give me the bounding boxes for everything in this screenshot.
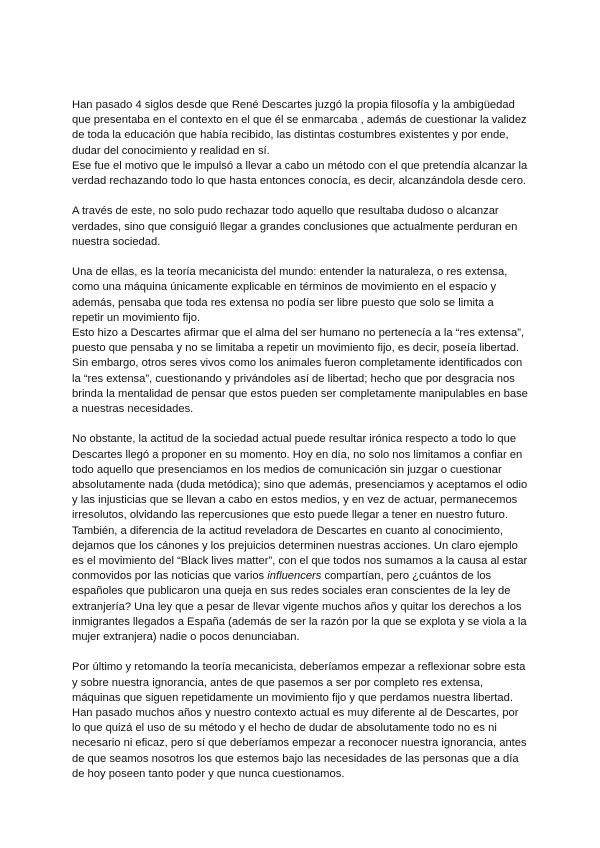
paragraph-1b: Ese fue el motivo que le impulsó a llevar a cabo un método con el que pretendía alcanzar la verdad rechazando todo lo que hasta entonces conocía, es decir, alcanzándola desde cero.	[72, 159, 528, 188]
paragraph-4b-text-start: También, a diferencia de la actitud reveladora de Descartes en cuanto al conocimiento, dejamos que los cánones y los prejuicios determinen nuestras acciones. Un claro ejemplo es el movimiento del “Black lives matter”, con el que todos nos sumamos a la causa al estar conmovidos por las noticias que varios	[72, 524, 528, 583]
paragraph-5b: Han pasado muchos años y nuestro contexto actual es muy diferente al de Descartes, por lo que quizá el uso de su método y el hecho de dudar de absolutamente todo no es ni necesario ni eficaz, pero sí que deberíamos empezar a reconocer nuestra ignorancia, antes de que seamos nosotros los que estemos bajo las necesidades de las personas que a día de hoy poseen tanto poder y que nunca cuestionamos.	[72, 707, 527, 780]
paragraph-4b	[72, 524, 528, 646]
paragraph-5a: Por último y retomando la teoría mecanicista, deberíamos empezar a reflexionar sobre esta y sobre nuestra ignorancia, antes de que pasemos a ser por completo res extensa, máquinas que siguen repetidamente un movimiento fijo y que perdamos nuestra libertad.	[72, 661, 526, 704]
document-body	[72, 98, 528, 797]
paragraph-3b: Esto hizo a Descartes afirmar que el alma del ser humano no pertenecía a la “res extensa”, puesto que pensaba y no se limitaba a repetir un movimiento fijo, es decir, poseía libertad. Sin embargo, otros seres vivos como los animales fueron completamente identificados con la “res extensa”, cuestionando y privándoles así de libertad; hecho que por desgracia nos brinda la mentalidad de pensar que estos pueden ser completamente manipulables en base a nuestras necesidades.	[72, 327, 528, 416]
paragraph-4a: No obstante, la actitud de la sociedad actual puede resultar irónica respecto a todo lo que Descartes llegó a proponer en su momento. Hoy en día, no solo nos limitamos a confiar en todo aquello que presenciamos en los medios de comunicación sin juzgar o cuestionar absolutamente nada (duda metódica); sino que además, presenciamos y aceptamos el odio y las injusticias que se llevan a cabo en estos medios, y en vez de actuar, permanecemos irresolutos, olvidando las repercusiones que esto puede llegar a tener en nuestro futuro.	[72, 433, 528, 522]
paragraph-1a: Han pasado 4 siglos desde que René Descartes juzgó la propia filosofía y la ambigüedad que presentaba en el contexto en el que él se enmarcaba , además de cuestionar la validez de toda la educación que había recibido, las distintas costumbres existentes y por ende, dudar del conocimiento y realidad en sí.	[72, 99, 527, 157]
paragraph-4b-text-end: compartían, pero ¿cuántos de los españoles que publicaron una queja en sus redes sociales eran conscientes de la ley de extranjería? Una ley que a pesar de llevar vigente muchos años y quitar los derechos a los inmigrantes llegados a España (además de ser la razón por la que se explota y se viola a la mujer extranjera) nadie o pocos denunciaban.	[72, 570, 527, 644]
paragraph-2: A través de este, no solo pudo rechazar todo aquello que resultaba dudoso o alcanzar verdades, sino que consiguió llegar a grandes conclusiones que actualmente perduran en nuestra sociedad.	[72, 205, 518, 248]
paragraph-3a: Una de ellas, es la teoría mecanicista del mundo: entender la naturaleza, o res extensa, como una máquina únicamente explicable en términos de movimiento en el espacio y además, pensaba que toda res extensa no podía ser libre puesto que solo se limita a repetir un movimiento fijo.	[72, 266, 508, 324]
paragraph-4b-italic-word: influencers	[267, 570, 322, 583]
